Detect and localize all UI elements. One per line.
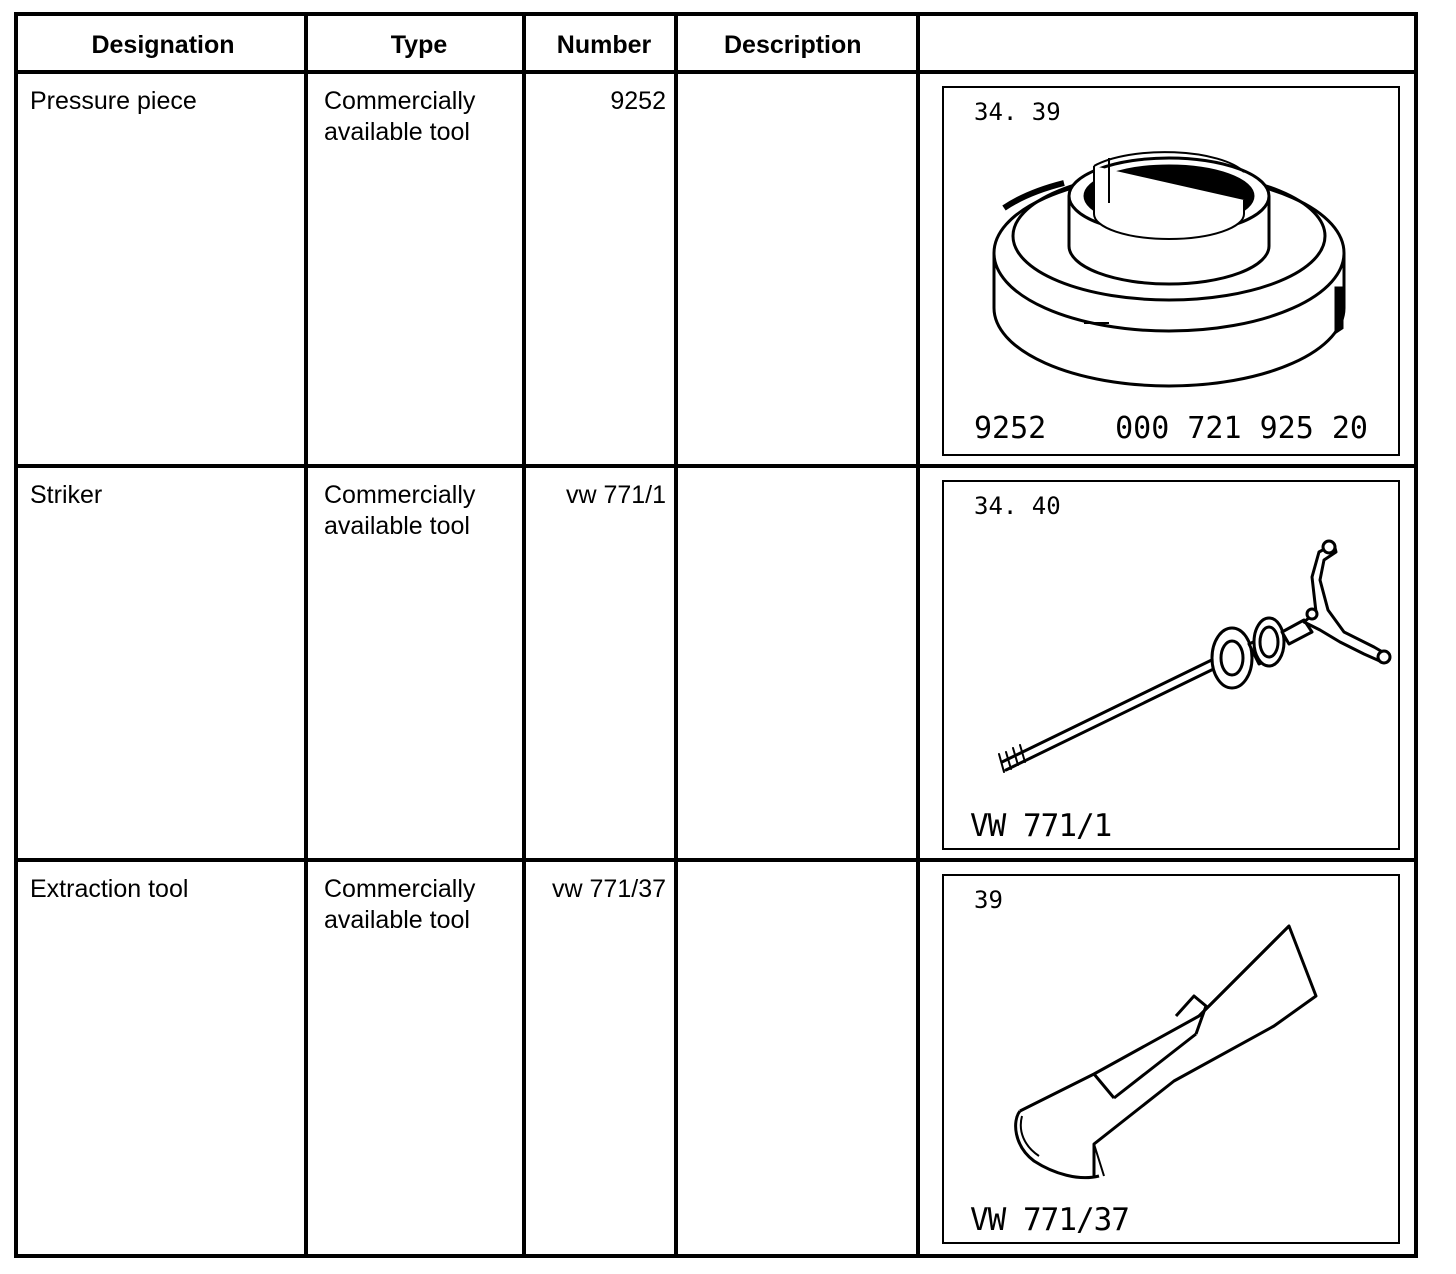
extraction-tool-illustration <box>942 874 1400 1244</box>
illustration-code-left: VW 771/37 <box>970 1202 1129 1238</box>
illustration-code-left: 9252 <box>974 411 1047 446</box>
table-row <box>18 74 1414 468</box>
striker-icon <box>944 482 1398 848</box>
striker-illustration <box>942 480 1400 850</box>
table-header-row <box>18 16 1414 74</box>
description-cell <box>682 862 920 874</box>
illustration-code-left: VW 771/1 <box>970 808 1112 844</box>
designation-cell: Pressure piece <box>30 87 197 115</box>
number-cell: 9252 <box>610 87 666 115</box>
header-number: Number <box>556 30 652 59</box>
header-designation: Designation <box>91 30 235 59</box>
special-tools-table <box>14 12 1418 1258</box>
number-cell: vw 771/37 <box>552 875 666 903</box>
grid-line <box>674 16 678 1254</box>
illustration-code-right: 000 721 925 20 <box>1115 411 1368 446</box>
grid-line <box>18 70 1414 74</box>
type-cell: Commercially available tool <box>324 481 476 540</box>
description-cell <box>682 468 920 480</box>
type-cell: Commercially available tool <box>324 875 476 934</box>
illustration-ref: 34. 40 <box>974 492 1061 520</box>
number-cell: vw 771/1 <box>565 481 666 509</box>
table-row <box>18 862 1414 1254</box>
type-cell: Commercially available tool <box>324 87 476 146</box>
grid-line <box>18 858 1414 862</box>
pressure-piece-icon <box>944 88 1398 454</box>
header-description: Description <box>724 30 862 59</box>
header-type: Type <box>390 30 448 59</box>
grid-line <box>916 16 920 1254</box>
grid-line <box>304 16 308 1254</box>
extraction-tool-icon <box>944 876 1398 1242</box>
designation-cell: Extraction tool <box>30 875 189 903</box>
grid-line <box>18 464 1414 468</box>
pressure-piece-illustration <box>942 86 1400 456</box>
illustration-ref: 39 <box>974 886 1003 914</box>
header-image <box>924 16 1418 74</box>
description-cell <box>682 74 920 86</box>
illustration-ref: 34. 39 <box>974 98 1061 126</box>
table-row <box>18 468 1414 862</box>
designation-cell: Striker <box>30 481 103 509</box>
grid-line <box>522 16 526 1254</box>
